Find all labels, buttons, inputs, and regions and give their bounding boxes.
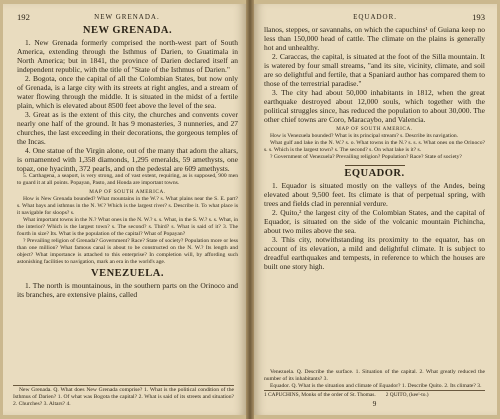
paragraph: 2. Caraccas, the capital, is situated at the foot of the Silla mountain. It is watered by four small streams, "and its site, vicinity, climate, and soil are so delightful and fertile, that a Spaniard author has compared them to those of the terrestrial paradise." <box>264 52 485 88</box>
section-title-new-grenada: NEW GRENADA. <box>82 25 173 36</box>
map-heading: MAP OF SOUTH AMERICA. <box>336 126 413 132</box>
paragraph: 1. Equador is situated mostly on the valleys of the Andes, being elevated about 9,500 feet. Its climate is that of perpetual spring, with trees and fields clad in perennial verdure. <box>264 181 485 208</box>
footer-right <box>264 369 485 409</box>
footnote: 2 QUITO, (kee'-to.) <box>385 391 429 398</box>
section-divider <box>345 165 405 166</box>
paragraph: llanos, steppes, or savannahs, on which the capuchins¹ of Guiana keep no less than 150,000 head of cattle. The climate on the plains is generally hot and unhealthy. <box>264 25 485 52</box>
paragraph: 3. The city had about 50,000 inhabitants in 1812, when the great earthquake destroyed about 12,000 souls, which together with the political struggles since, has reduced the population to about 30,000. The other chief towns are Coro, Maracaybo, and Valencia. <box>264 88 485 124</box>
signature-mark: 9 <box>372 399 377 408</box>
map-question: What gulf and lake in the N. W.? s. o. What towns in the N.? s. s. s. What ones on the Orinoco? s. s. Which is the largest town? s. The second? s. On what lake is it? s. <box>264 140 485 153</box>
left-page <box>3 4 246 415</box>
running-header-right <box>264 12 485 22</box>
section-title-equador: EQUADOR. <box>344 168 405 179</box>
small-paragraph: 5. Carthagena, a seaport, is very strong, and of vast extent, requiring, as is supposed, 900 men to guard it at all points. Popayan, Pasto, and Honda are important towns. <box>17 173 238 186</box>
right-page <box>254 4 497 415</box>
book-gutter <box>246 0 254 419</box>
review-questions: Venezuela. Q. Describe the surface. 1. Situation of the capital. 2. What greatly reduced the number of its inhabitants? 3. <box>264 368 485 382</box>
paragraph: 1. New Grenada formerly comprised the north-west part of South America, extending through the Isthmus of Darien, to Guatimala in North America; but in 1841, the province of Darien declared itself an independent republic, with the title of "State of the Isthmus of Darien." <box>17 38 238 74</box>
review-questions: Equador. Q. What is the situation and climate of Equador? 1. Describe Quito. 2. Its climate? 3. <box>270 382 482 389</box>
page-number-right: 193 <box>472 12 485 22</box>
paragraph: 3. Great as is the extent of this city, the churches and convents cover nearly one half of the ground. It has 9 monasteries, 3 nunneries, and 27 churches, the last exceeding in their decorations, the gorgeous temples of the Incas. <box>17 110 238 146</box>
running-head-right: EQUADOR. <box>353 13 398 21</box>
paragraph: 2. Quito,² the largest city of the Colombian States, and the capital of Equador, is situated on the side of the volcanic mountain Pichincha, about two miles above the sea. <box>264 208 485 235</box>
map-question: How is New Grenada bounded? What mountains in the W.? s. What plains near the S. E. part? s. What bays and isthmus in the N. W.? Which is the largest river? s. Describe it. To what place is it navigable for sloops? s. <box>17 196 238 216</box>
paragraph: 1. The north is mountainous, in the southern parts on the Orinoco and its branches, are extensive plains, called <box>17 281 238 299</box>
section-title-venezuela: VENEZUELA. <box>91 268 164 279</box>
running-head-left: NEW GRENADA. <box>94 13 160 21</box>
footnote: 1 CAPUCHINS, Monks of the order of St. Thomas. <box>264 391 376 398</box>
paragraph: 2. Bogota, once the capital of all the Colombian States, but now only of Grenada, is a large city with its streets at right angles, and a stream of water flowing through the middle. It is situated in the midst of a fertile plain, which is elevated about 8500 feet above the level of the sea. <box>17 74 238 110</box>
map-question: ? Prevailing religion of Grenada? Government? Race? State of society? Population more or less than one million? What famous canal is about to be constructed on the N. W.? Its length and object? What importance is attached to this enterprise? In completion will, by affording such astonishing facilities to navigation, mark an era in the world's age. <box>17 238 238 265</box>
map-question: What important towns in the N.? What ones in the N. W.? s. s. What, in the S. W.? s. s. What, in the interior? Which is the largest town? s. The second? s. Third? s. What is said of it? 3. The fourth in size? Its. What is the population of the capital? What of Popayan? <box>17 217 238 237</box>
running-header-left <box>17 12 238 22</box>
review-questions: New Grenada. Q. What does New Grenada comprise? 1. What is the political condition of the Isthmus of Darien? 1. Of what was Bogota the capital? 2. What is said of its streets and situation? 2. Churches? 3. Altars? 4. <box>13 387 234 407</box>
paragraph: 3. This city, notwithstanding its proximity to the equator, has on account of its elevation, a mild and delightful climate. It is subject to dreadful earthquakes and tempests, in reference to which the houses are built one story high. <box>264 235 485 271</box>
map-question: How is Venezuela bounded? What is its principal stream? s. Describe its navigation. <box>270 133 459 139</box>
page-number-left: 192 <box>17 12 30 22</box>
map-heading: MAP OF SOUTH AMERICA. <box>89 189 166 195</box>
footer-left <box>13 385 234 408</box>
footnotes <box>264 390 485 399</box>
paragraph: 4. One statue of the Virgin alone, out of the many that adorn the altars, is ornamented with 1,358 diamonds, 1,295 emeralds, 59 amethysts, one topaz, one hyacinth, 372 pearls, and on the pedestal are 609 amethysts. <box>17 146 238 173</box>
map-question: ? Government of Venezuela? Prevailing religion? Population? Race? State of society? <box>270 154 462 160</box>
